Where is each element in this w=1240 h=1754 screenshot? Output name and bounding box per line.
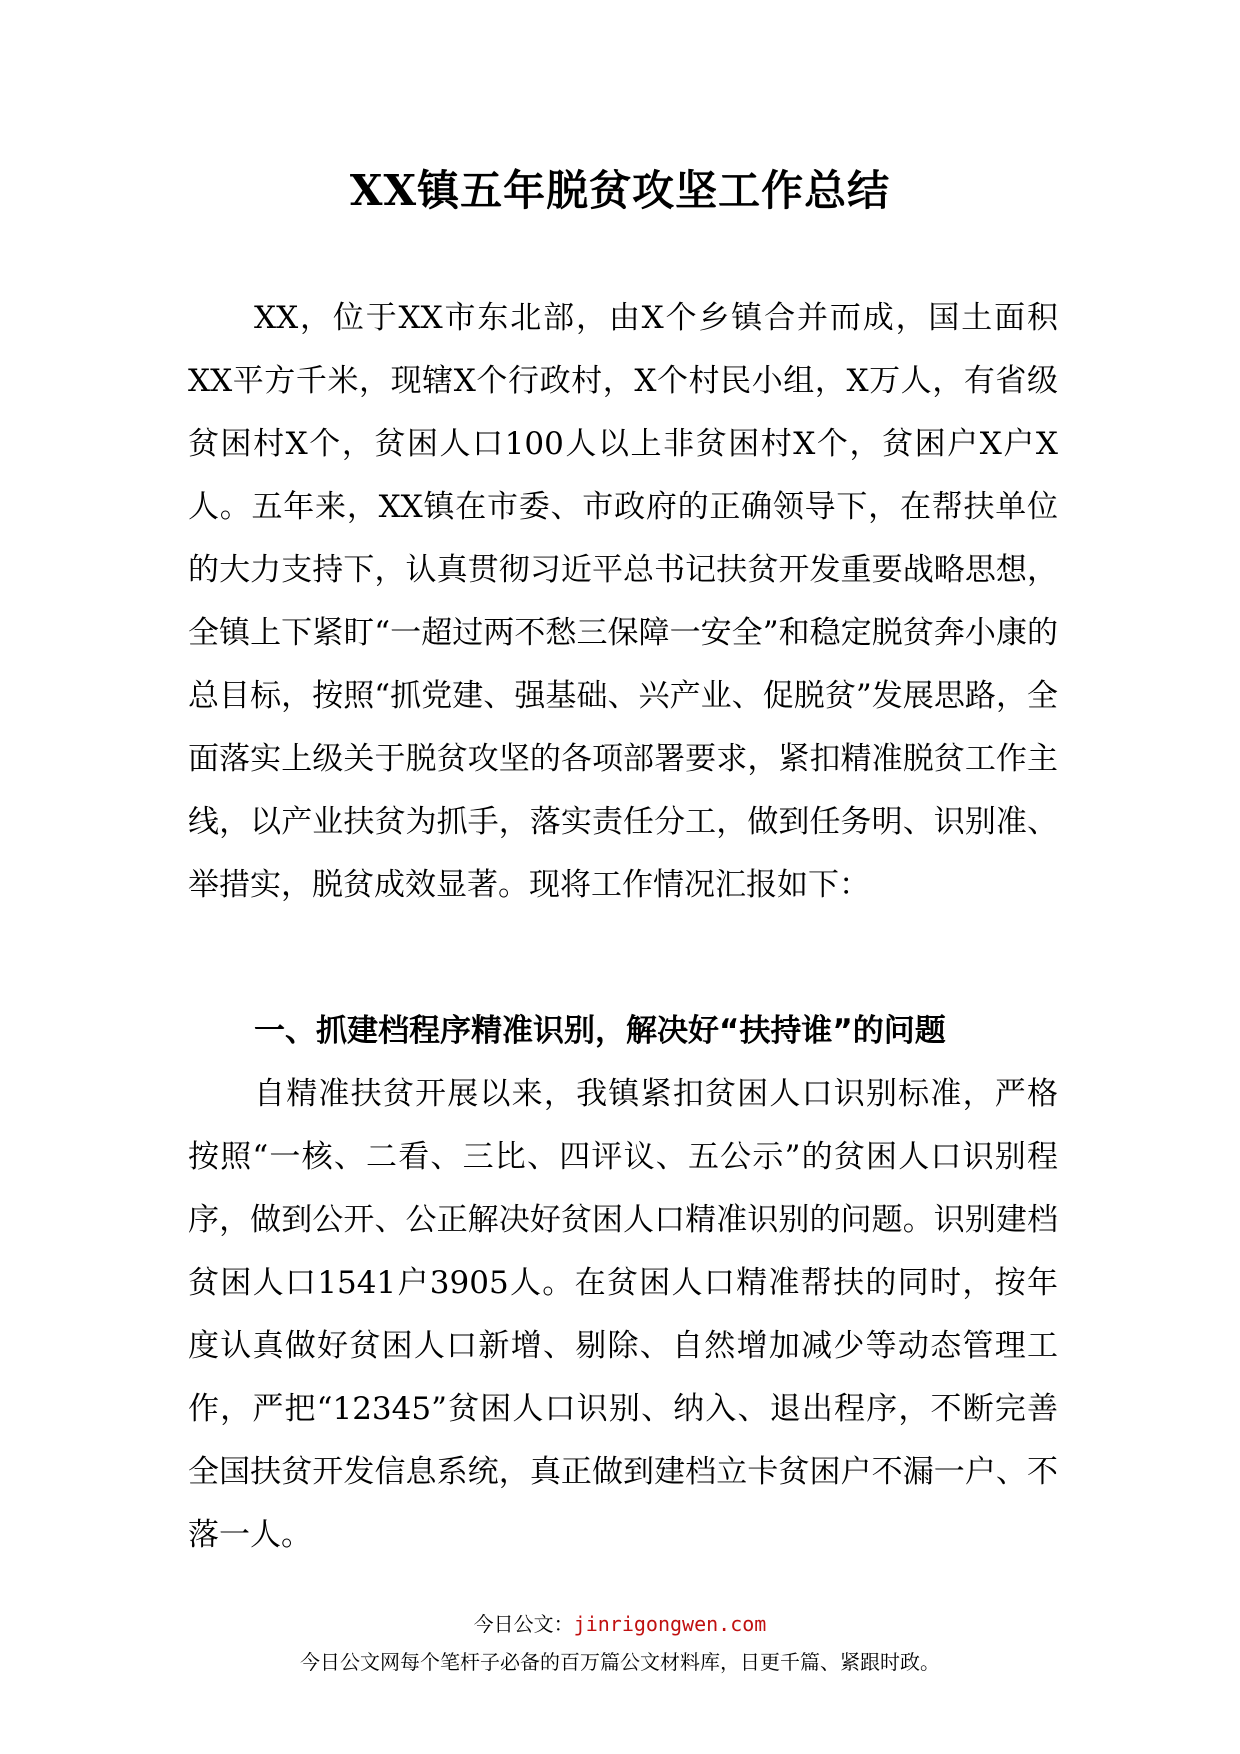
footer-site-label: 今日公文： <box>473 1612 574 1636</box>
intro-paragraph <box>188 287 1058 917</box>
footer-site-line <box>0 1608 1240 1637</box>
intro-paragraph-text: XX，位于XX市东北部，由X个乡镇合并而成，国土面积XX平方千米，现辖X个行政村，X个村民小组，X万人，有省级贫困村X个，贫困人口100人以上非贫困村X个，贫困户X户X人。五年来，XX镇在市委、市政府的正确领导下，在帮扶单位的大力支持下，认真贯彻习近平总书记扶贫开发重要战略思想，全镇上下紧盯“一超过两不愁三保障一安全”和稳定脱贫奔小康的总目标，按照“抓党建、强基础、兴产业、促脱贫”发展思路，全面落实上级关于脱贫攻坚的各项部署要求，紧扣精准脱贫工作主线，以产业扶贫为抓手，落实责任分工，做到任务明、识别准、举措实，脱贫成效显著。现将工作情况汇报如下： <box>188 300 1058 903</box>
footer-site-link[interactable]: jinrigongwen.com <box>573 1612 767 1636</box>
section-1-paragraph <box>188 1063 1058 1567</box>
footer-slogan: 今日公文网每个笔杆子必备的百万篇公文材料库，日更千篇、紧跟时政。 <box>300 1650 940 1674</box>
section-heading-1: 一、抓建档程序精准识别，解决好“扶持谁”的问题 <box>254 1013 946 1049</box>
section-1-paragraph-text: 自精准扶贫开展以来，我镇紧扣贫困人口识别标准，严格按照“一核、二看、三比、四评议、五公示”的贫困人口识别程序，做到公开、公正解决好贫困人口精准识别的问题。识别建档贫困人口1541户3905人。在贫困人口精准帮扶的同时，按年度认真做好贫困人口新增、剔除、自然增加减少等动态管理工作，严把“12345”贫困人口识别、纳入、退出程序，不断完善全国扶贫开发信息系统，真正做到建档立卡贫困户不漏一户、不落一人。 <box>188 1076 1058 1553</box>
document-title: XX镇五年脱贫攻坚工作总结 <box>349 166 891 215</box>
